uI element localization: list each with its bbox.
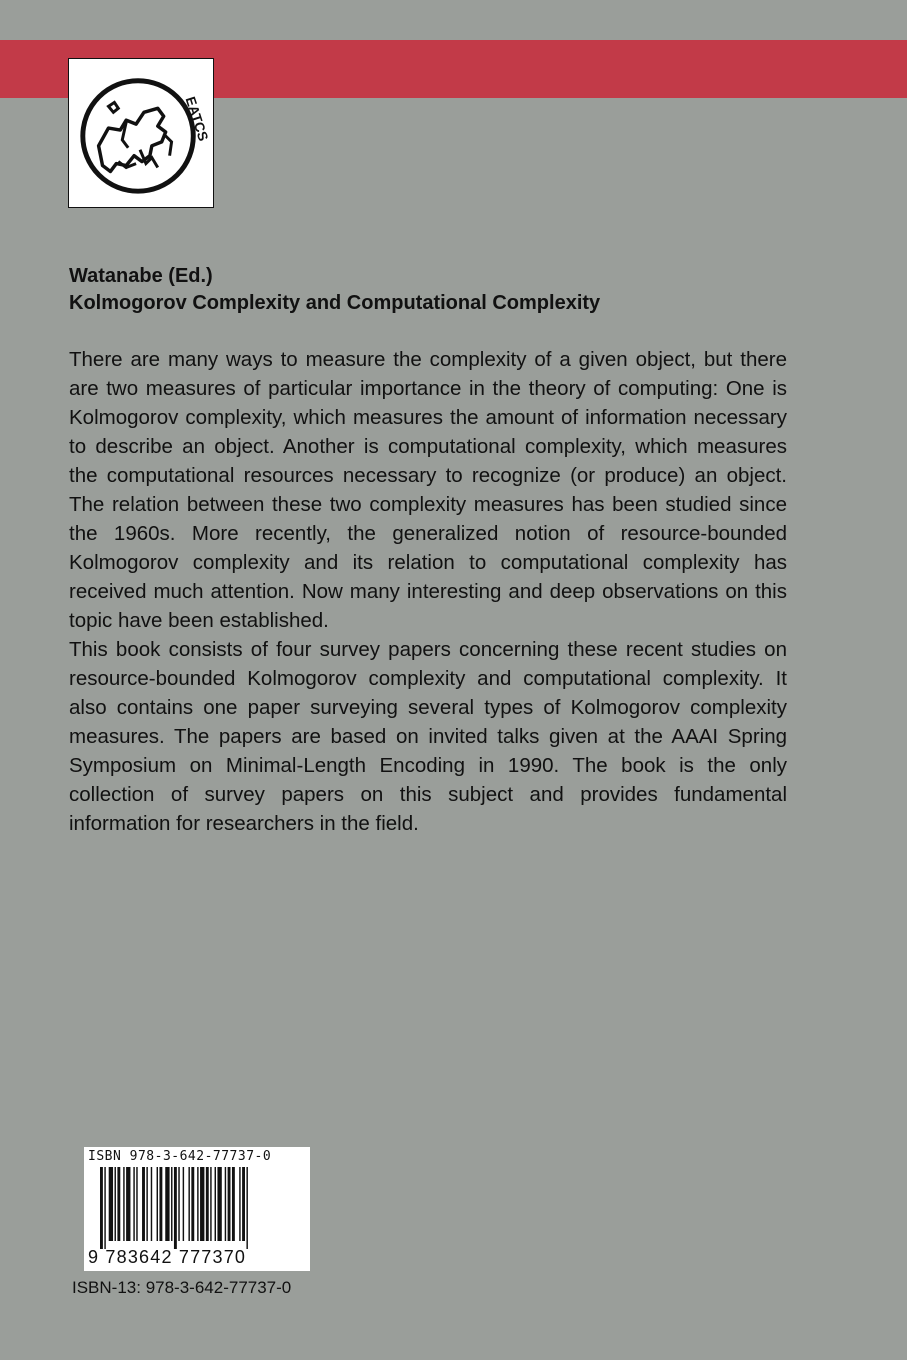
barcode-bar — [215, 1167, 216, 1241]
barcode-bar — [109, 1167, 113, 1241]
barcode-bars-graphic — [100, 1167, 304, 1249]
blurb-paragraph-2: This book consists of four survey papers concerning these recent studies on resource-bounded Kolmogorov complexity and computational complexity. It also contains one paper surveying several types of Kolmogorov complexity measures. The papers are based on invited talks given at the AAAI Spring Symposium on Minimal-Length Encoding in 1990. The book is the only collection of survey papers on this subject and provides fundamental information for researchers in the field. — [69, 638, 787, 835]
barcode-bar — [217, 1167, 221, 1241]
barcode-bar — [174, 1167, 177, 1249]
book-title: Kolmogorov Complexity and Computational Complexity — [69, 292, 601, 314]
barcode-bar — [123, 1167, 124, 1241]
barcode — [84, 1147, 310, 1271]
barcode-bar — [200, 1167, 204, 1241]
barcode-bar — [126, 1167, 130, 1241]
barcode-bar — [210, 1167, 211, 1241]
barcode-bar — [159, 1167, 162, 1241]
barcode-bar — [136, 1167, 137, 1241]
barcode-isbn-label: ISBN 978-3-642-77737-0 — [88, 1149, 272, 1164]
barcode-bar — [171, 1167, 172, 1241]
author: Watanabe (Ed.) — [69, 265, 213, 287]
isbn-13: ISBN-13: 978-3-642-77737-0 — [72, 1278, 292, 1297]
barcode-bar — [100, 1167, 103, 1249]
barcode-bar — [246, 1167, 247, 1249]
barcode-bar — [188, 1167, 189, 1241]
barcode-bar — [242, 1167, 245, 1241]
barcode-bar — [157, 1167, 158, 1241]
barcode-bar — [104, 1167, 105, 1249]
barcode-bar — [133, 1167, 134, 1241]
barcode-bar — [197, 1167, 198, 1241]
barcode-bar — [206, 1167, 209, 1241]
barcode-bar — [151, 1167, 152, 1241]
barcode-bar — [239, 1167, 240, 1241]
barcode-bars — [100, 1167, 304, 1249]
barcode-bar — [178, 1167, 179, 1241]
barcode-bar — [232, 1167, 235, 1241]
barcode-bar — [183, 1167, 184, 1241]
blurb-paragraph-1: There are many ways to measure the complexity of a given object, but there are two measures of particular importance in the theory of computing: One is Kolmogorov complexity, which measures the amount of information necessary to describe an object. Another is computational complexity, which measures the computational resources necessary to recognize (or produce) an object. The relation between these two complexity measures has been studied since the 1960s. More recently, the generalized notion of resource-bounded Kolmogorov complexity and its relation to computational complexity has received much attention. Now many interesting and deep observations on this topic have been established. — [69, 348, 787, 632]
barcode-bar — [191, 1167, 194, 1241]
barcode-bar — [142, 1167, 145, 1241]
barcode-digits: 9 783642 777370 — [88, 1247, 247, 1267]
barcode-bar — [115, 1167, 116, 1241]
barcode-bar — [165, 1167, 169, 1241]
eatcs-europe-globe-icon — [69, 59, 213, 207]
eatcs-logo — [68, 58, 214, 208]
barcode-bar — [146, 1167, 147, 1241]
eatcs-logo-text: EATCS — [182, 94, 211, 143]
barcode-bar — [117, 1167, 120, 1241]
barcode-bar — [225, 1167, 226, 1241]
barcode-bar — [228, 1167, 231, 1241]
blurb — [69, 345, 787, 838]
